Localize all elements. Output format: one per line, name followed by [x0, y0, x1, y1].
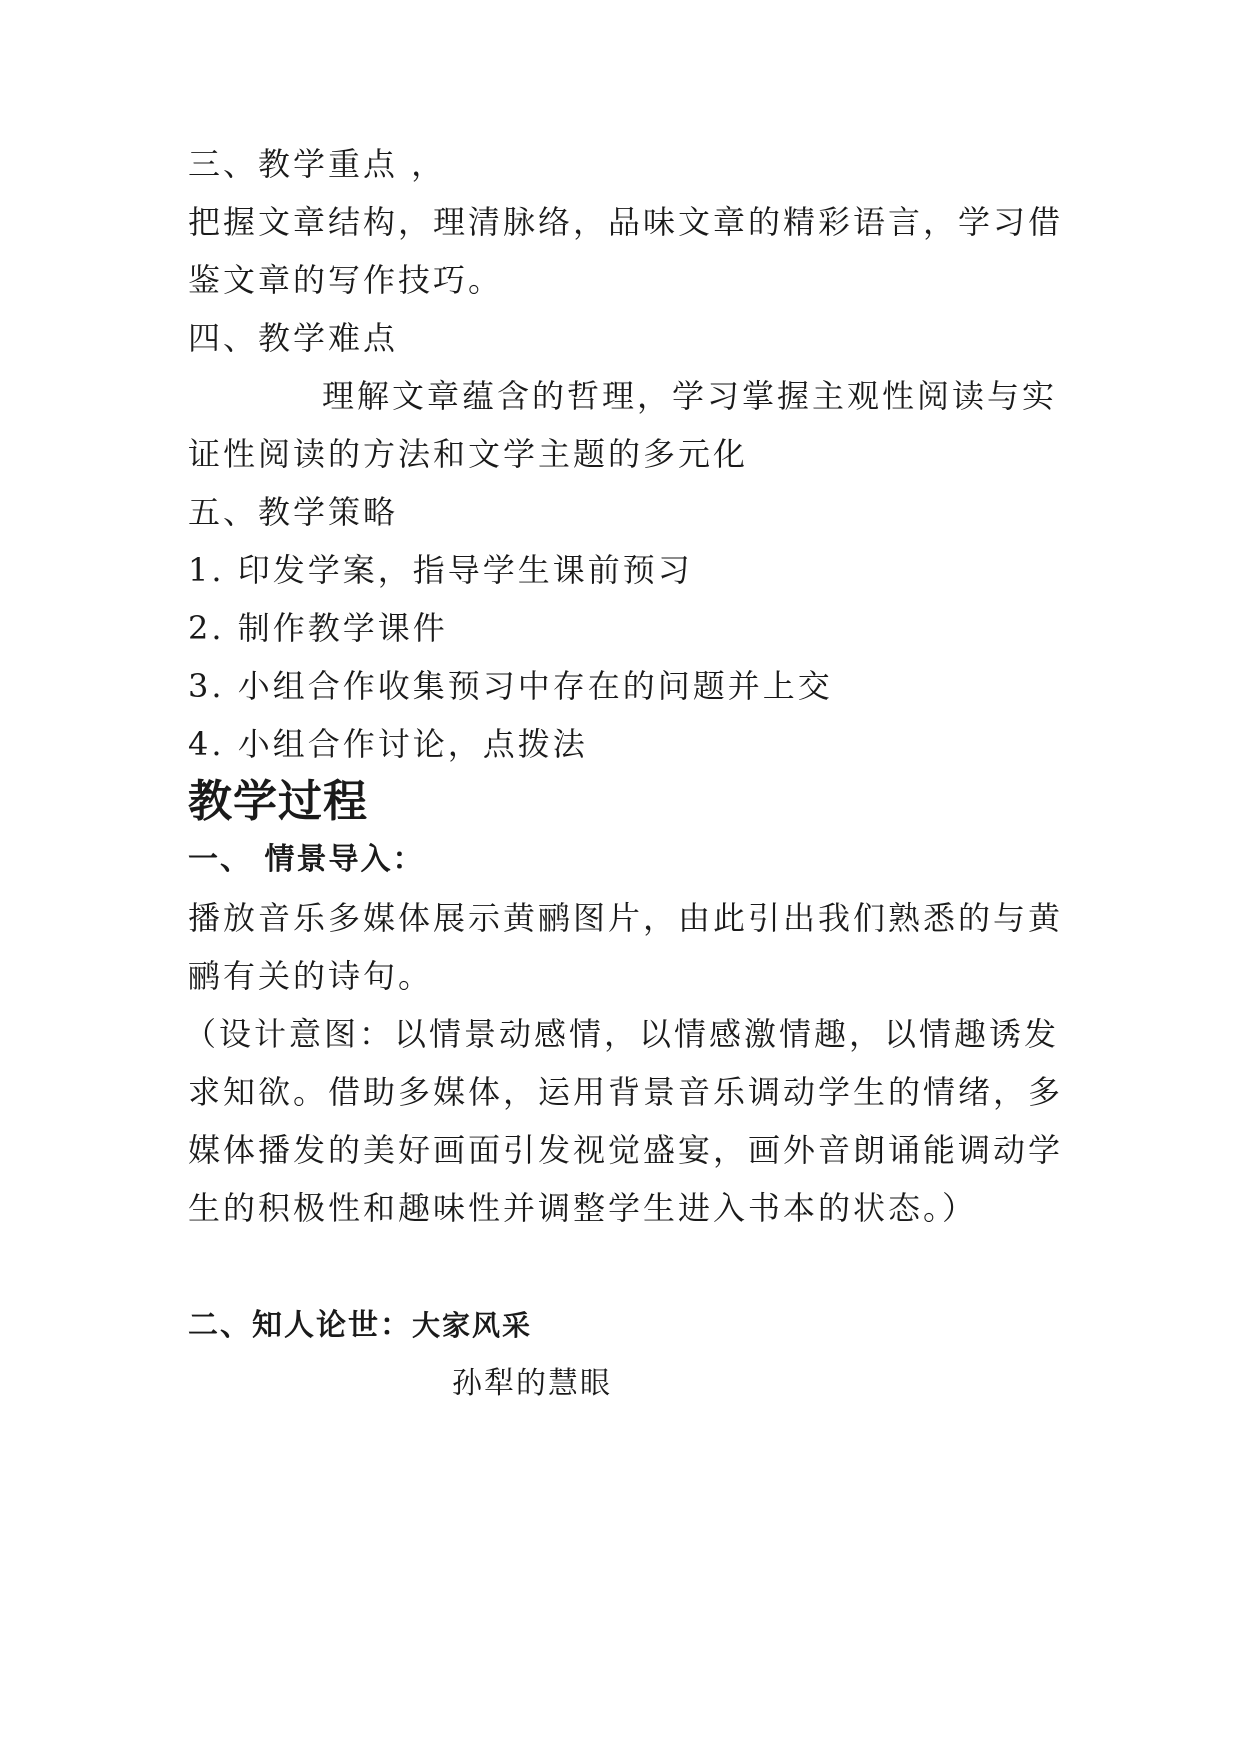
strategy-item-4: 4. 小组合作讨论，点拨法: [188, 725, 588, 763]
step-2-subtitle: 孙犁的慧眼: [452, 1366, 612, 1401]
section-4-heading: 四、教学难点: [188, 319, 399, 357]
section-3-heading: 三、教学重点 ，: [188, 145, 447, 183]
section-4-text-line-1: 理解文章蕴含的哲理，学习掌握主观性阅读与实: [322, 377, 1058, 415]
design-intent-line-4: 生的积极性和趣味性并调整学生进入书本的状态。）: [188, 1189, 978, 1227]
section-5-heading: 五、教学策略: [188, 493, 399, 531]
strategy-item-2: 2. 制作教学课件: [188, 609, 448, 647]
section-3-text-line-2: 鉴文章的写作技巧。: [188, 261, 504, 299]
strategy-item-3: 3. 小组合作收集预习中存在的问题并上交: [188, 667, 833, 705]
step-1-text-line-1: 播放音乐多媒体展示黄鹂图片，由此引出我们熟悉的与黄: [188, 899, 1064, 937]
step-1-heading: 一、 情景导入：: [188, 842, 425, 877]
step-2-heading-topic: 大家风采: [412, 1309, 533, 1342]
step-2-heading-label: 二、知人论世：: [188, 1308, 412, 1343]
design-intent-line-3: 媒体播发的美好画面引发视觉盛宴，画外音朗诵能调动学: [188, 1131, 1064, 1169]
strategy-item-1: 1. 印发学案，指导学生课前预习: [188, 551, 693, 589]
design-intent-line-1: （设计意图：以情景动感情，以情感激情趣，以情趣诱发: [184, 1015, 1060, 1053]
design-intent-line-2: 求知欲。借助多媒体，运用背景音乐调动学生的情绪，多: [188, 1073, 1064, 1111]
section-3-text-line-1: 把握文章结构，理清脉络，品味文章的精彩语言，学习借: [188, 203, 1064, 241]
section-4-text-line-2: 证性阅读的方法和文学主题的多元化: [188, 435, 749, 473]
process-title: 教学过程: [188, 776, 368, 827]
step-2-heading: [188, 1306, 532, 1346]
step-1-text-line-2: 鹂有关的诗句。: [188, 957, 434, 995]
